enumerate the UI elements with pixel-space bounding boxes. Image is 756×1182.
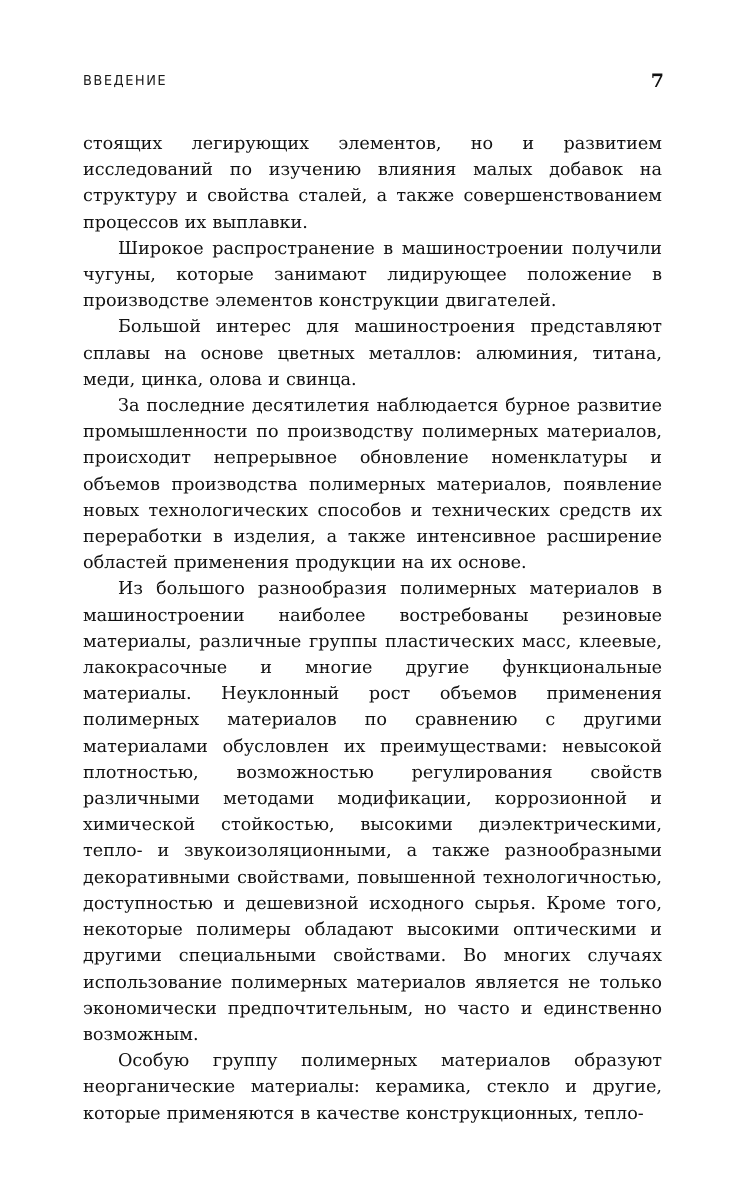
body-text [83,131,662,1127]
paragraph-inorganic-materials: Особую группу полимерных материалов образуют неорганические материалы: керамика, стекло и другие, которые применяются в качестве конструкционных, тепло- [83,1051,662,1124]
paragraph-cast-iron: Широкое распространение в машиностроении получили чугуны, которые занимают лидирующее положение в производстве элементов конструкции двигателей. [83,238,662,312]
paragraph-nonferrous-alloys: Большой интерес для машиностроения представляют сплавы на основе цветных металлов: алюминия, титана, меди, цинка, олова и свинца. [83,317,662,390]
paragraph-polymer-advantages: Из большого разнообразия полимерных материалов в машиностроении наиболее востребованы резиновые материалы, различные группы пластических масс, клеевые, лакокрасочные и многие другие функциональные материалы. Неуклонный рост объемов применения полимерных материалов по сравнению с другими материалами обусловлен их преимуществами: невысокой плотностью, возможностью регулирования свойств различными методами модификации, коррозионной и химической стойкостью, высокими диэлектрическими, тепло- и звукоизоляционными, а также разнообразными декоративными свойствами, повышенной технологичностью, доступностью и дешевизной исходного сырья. Кроме того, некоторые полимеры обладают высокими оптическими и другими специальными свойствами. Во многих случаях использование полимерных материалов является не только экономически предпочтительным, но часто и единственно возможным. [83,579,662,1045]
page-number: 7 [650,70,664,92]
running-head: ВВЕДЕНИЕ [83,74,168,89]
paragraph-polymer-industry: За последние десятилетия наблюдается бурное развитие промышленности по производству полимерных материалов, происходит непрерывное обновление номенклатуры и объемов производства полимерных материалов, появление новых технологических способов и технических средств их переработки в изделия, а также интенсивное расширение областей применения продукции на их основе. [83,396,662,574]
paragraph-continuation: стоящих легирующих элементов, но и развитием исследований по изучению влияния малых добавок на структуру и свойства сталей, а также совершенствованием процессов их выплавки. [83,134,662,233]
